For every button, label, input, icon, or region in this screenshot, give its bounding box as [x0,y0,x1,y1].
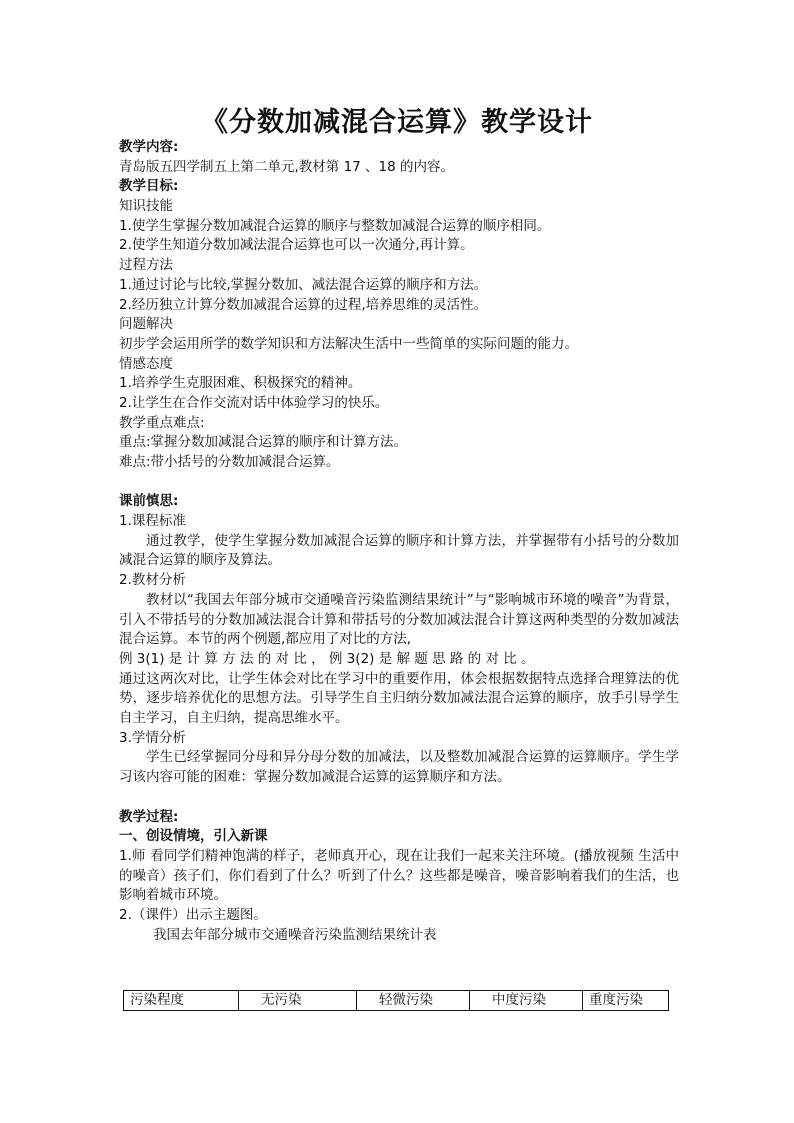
table-header-cell: 轻微污染 [357,991,470,1011]
knowledge-item: 1.使学生掌握分数加减混合运算的顺序与整数加减混合运算的顺序相同。 [119,217,551,234]
analysis-paragraph: 学生已经掌握同分母和异分母分数的加减法，以及整数加减混合运算的运算顺序。学生学习该内容可能的困难：掌握分数加减混合运算的运算顺序和方法。 [119,749,679,786]
noise-table [123,990,669,1011]
goals-heading: 教学目标: [119,178,179,195]
pre-class-heading: 课前慎思: [119,493,179,510]
material-paragraph-continued: 通过这两次对比，让学生体会对比在学习中的重要作用，体会根据数据特点选择合理算法的优势，逐步培养优化的思想方法。引导学生自主归纳分数加减法混合运算的顺序，放手引导学生自主学习，自主归纳，提高思维水平。 [119,670,679,727]
analysis-heading: 3.学情分析 [119,729,186,746]
process-method-item: 2.经历独立计算分数加减混合运算的过程,培养思维的灵活性。 [119,296,488,313]
key-points-heading: 教学重点难点: [119,414,205,431]
key-point-text: 重点:掌握分数加减混合运算的顺序和计算方法。 [119,434,408,451]
table-header-row [124,991,669,1011]
problem-solving-heading: 问题解决 [119,316,173,333]
process-heading: 教学过程: [119,808,179,825]
table-caption: 我国去年部分城市交通噪音污染监测结果统计表 [153,926,437,943]
page-title: 《分数加减混合运算》教学设计 [201,107,593,138]
section-one-heading: 一、创设情境，引入新课 [119,828,268,845]
problem-solving-text: 初步学会运用所学的数学知识和方法解决生活中一些简单的实际问题的能力。 [119,335,578,352]
standard-heading: 1.课程标准 [119,513,186,530]
intro-paragraph: 1.师 看同学们精神饱满的样子，老师真开心，现在让我们一起来关注环境。(播放视频 生活中的噪音）孩子们，你们看到了什么？听到了什么？这些都是噪音，噪音影响着我们的生活，也影响着城市环境。 [119,847,679,904]
table-header-cell: 重度污染 [583,991,669,1011]
content-heading: 教学内容: [119,139,179,155]
table-header-cell: 中度污染 [470,991,583,1011]
document-body [119,138,679,945]
process-method-item: 1.通过讨论与比较,掌握分数加、减法混合运算的顺序和方法。 [119,276,488,293]
process-method-heading: 过程方法 [119,257,173,274]
material-paragraph: 教材以“我国去年部分城市交通噪音污染监测结果统计”与“影响城市环境的噪音”为背景，引入不带括号的分数加减法混合计算和带括号的分数加减法混合计算这两种类型的分数加减法混合运算。本节的两个例题,都应用了对比的方法, [119,591,679,648]
table-header-cell: 污染程度 [124,991,239,1011]
knowledge-item: 2.使学生知道分数加减法混合运算也可以一次通分,再计算。 [119,237,474,254]
attitude-item: 1.培养学生克服困难、积极探究的精神。 [119,375,362,392]
table-header-cell: 无污染 [239,991,357,1011]
knowledge-heading: 知识技能 [119,198,173,215]
theme-picture-line: 2.（课件）出示主题图。 [119,907,267,924]
material-heading: 2.教材分析 [119,572,186,589]
material-example-line: 例 3(1) 是 计 算 方 法 的 对 比 ， 例 3(2) 是 解 题 思 路 的 对 比 。 [119,650,535,667]
attitude-item: 2.让学生在合作交流对话中体验学习的快乐。 [119,394,389,411]
standard-paragraph: 通过教学，使学生掌握分数加减混合运算的顺序和计算方法，并掌握带有小括号的分数加减混合运算的顺序及算法。 [119,532,679,569]
difficulty-text: 难点:带小括号的分数加减混合运算。 [119,454,340,470]
attitude-heading: 情感态度 [119,355,173,372]
content-text: 青岛版五四学制五上第二单元,教材第 17 、18 的内容。 [119,158,455,175]
